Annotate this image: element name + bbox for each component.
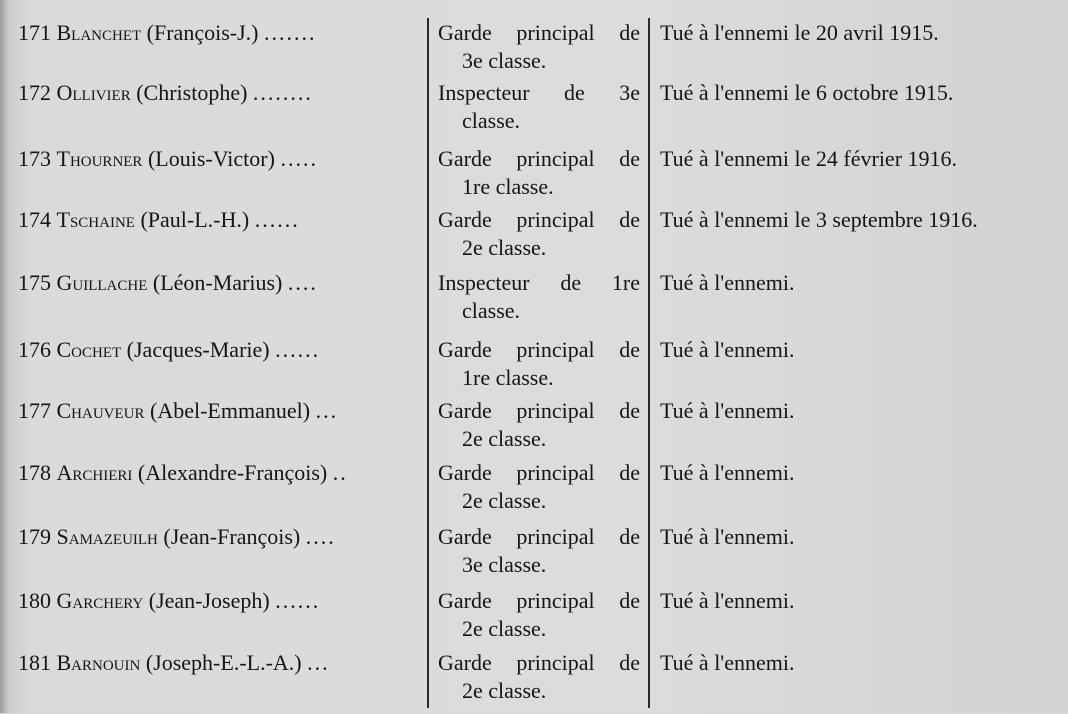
list-item bbox=[0, 458, 1068, 524]
entry-surname: Archieri bbox=[56, 460, 133, 485]
entry-grade-line2: 3e classe. bbox=[462, 48, 547, 73]
leader-dots: ...... bbox=[275, 588, 321, 613]
entry-fate: Tué à l'ennemi. bbox=[660, 337, 795, 362]
list-item bbox=[0, 205, 1068, 271]
entry-number: 175 bbox=[18, 270, 51, 295]
entry-given-names: (Jean-François) bbox=[163, 524, 301, 549]
entry-fate: Tué à l'ennemi le 3 septembre 1916. bbox=[660, 207, 978, 232]
entry-given-names: (Alexandre-François) bbox=[137, 460, 328, 485]
entry-number: 174 bbox=[18, 207, 51, 232]
entry-surname: Guillache bbox=[56, 270, 148, 295]
entry-fate: Tué à l'ennemi le 6 octobre 1915. bbox=[660, 80, 954, 105]
entry-surname: Cochet bbox=[56, 337, 122, 362]
entry-given-names: (Léon-Marius) bbox=[152, 270, 283, 295]
entry-number: 181 bbox=[18, 650, 51, 675]
entry-fate: Tué à l'ennemi. bbox=[660, 588, 795, 613]
entry-number: 177 bbox=[18, 398, 51, 423]
leader-dots: ...... bbox=[254, 207, 300, 232]
entry-name bbox=[18, 586, 423, 616]
entry-name bbox=[18, 335, 423, 365]
list-item bbox=[0, 144, 1068, 210]
leader-dots: .... bbox=[305, 524, 336, 549]
entry-name bbox=[18, 396, 423, 426]
entry-fate: Tué à l'ennemi. bbox=[660, 524, 795, 549]
entry-grade-line1: Garde principal de bbox=[438, 524, 640, 549]
entry-number: 179 bbox=[18, 524, 51, 549]
entry-surname: Samazeuilh bbox=[56, 524, 158, 549]
list-item bbox=[0, 335, 1068, 401]
entry-surname: Blanchet bbox=[56, 20, 142, 45]
entry-given-names: (Jean-Joseph) bbox=[148, 588, 270, 613]
leader-dots: .. bbox=[332, 460, 348, 485]
leader-dots: ...... bbox=[275, 337, 321, 362]
entry-given-names: (Jacques-Marie) bbox=[126, 337, 270, 362]
leader-dots: ... bbox=[315, 398, 339, 423]
entry-given-names: (Abel-Emmanuel) bbox=[150, 398, 311, 423]
entry-given-names: (Louis-Victor) bbox=[147, 146, 275, 171]
entry-grade-line1: Garde principal de bbox=[438, 337, 640, 362]
entry-surname: Tschaine bbox=[56, 207, 135, 232]
list-item bbox=[0, 18, 1068, 84]
entry-grade-line2: 1re classe. bbox=[462, 174, 554, 199]
entry-name bbox=[18, 205, 423, 235]
entry-grade-line2: 2e classe. bbox=[462, 678, 547, 703]
entry-grade-line2: 3e classe. bbox=[462, 552, 547, 577]
entry-surname: Chauveur bbox=[56, 398, 145, 423]
entry-grade-line2: 2e classe. bbox=[462, 235, 547, 260]
entry-grade-line1: Inspecteur de 3e bbox=[438, 80, 640, 105]
entry-given-names: (Joseph-E.-L.-A.) bbox=[145, 650, 302, 675]
entry-surname: Ollivier bbox=[56, 80, 131, 105]
list-item bbox=[0, 522, 1068, 588]
entry-name bbox=[18, 144, 423, 174]
entry-name bbox=[18, 268, 423, 298]
entry-grade-line1: Garde principal de bbox=[438, 20, 640, 45]
entry-surname: Garchery bbox=[56, 588, 144, 613]
entry-grade-line2: 2e classe. bbox=[462, 426, 547, 451]
entry-fate: Tué à l'ennemi. bbox=[660, 650, 795, 675]
leader-dots: ..... bbox=[280, 146, 318, 171]
leader-dots: ........ bbox=[252, 80, 313, 105]
entry-given-names: (François-J.) bbox=[146, 20, 259, 45]
entry-grade-line1: Garde principal de bbox=[438, 588, 640, 613]
entry-grade-line2: 1re classe. bbox=[462, 365, 554, 390]
entry-number: 171 bbox=[18, 20, 51, 45]
entry-given-names: (Paul-L.-H.) bbox=[140, 207, 250, 232]
entry-number: 173 bbox=[18, 146, 51, 171]
entry-fate: Tué à l'ennemi. bbox=[660, 460, 795, 485]
entry-fate: Tué à l'ennemi. bbox=[660, 270, 795, 295]
entry-grade-line2: 2e classe. bbox=[462, 616, 547, 641]
list-item bbox=[0, 586, 1068, 652]
entry-fate: Tué à l'ennemi le 20 avril 1915. bbox=[660, 20, 939, 45]
entry-name bbox=[18, 18, 423, 48]
entry-number: 180 bbox=[18, 588, 51, 613]
leader-dots: ....... bbox=[263, 20, 317, 45]
entry-name bbox=[18, 522, 423, 552]
entry-grade-line1: Inspecteur de 1re bbox=[438, 270, 640, 295]
entry-fate: Tué à l'ennemi. bbox=[660, 398, 795, 423]
entry-name bbox=[18, 648, 423, 678]
entry-surname: Thourner bbox=[56, 146, 143, 171]
list-item bbox=[0, 268, 1068, 334]
entry-number: 172 bbox=[18, 80, 51, 105]
list-item bbox=[0, 648, 1068, 714]
entry-grade-line1: Garde principal de bbox=[438, 460, 640, 485]
list-item bbox=[0, 396, 1068, 462]
entry-grade-line1: Garde principal de bbox=[438, 207, 640, 232]
entry-name bbox=[18, 78, 423, 108]
entry-fate: Tué à l'ennemi le 24 février 1916. bbox=[660, 146, 958, 171]
leader-dots: .... bbox=[287, 270, 318, 295]
entry-grade-line2: classe. bbox=[462, 108, 521, 133]
entry-grade-line2: classe. bbox=[462, 298, 521, 323]
entry-number: 178 bbox=[18, 460, 51, 485]
list-item bbox=[0, 78, 1068, 144]
entry-grade-line2: 2e classe. bbox=[462, 488, 547, 513]
leader-dots: ... bbox=[307, 650, 330, 675]
entry-grade-line1: Garde principal de bbox=[438, 650, 640, 675]
entry-number: 176 bbox=[18, 337, 51, 362]
entry-grade-line1: Garde principal de bbox=[438, 398, 640, 423]
entry-grade-line1: Garde principal de bbox=[438, 146, 640, 171]
entry-name bbox=[18, 458, 423, 488]
entry-surname: Barnouin bbox=[56, 650, 141, 675]
entry-given-names: (Christophe) bbox=[136, 80, 248, 105]
